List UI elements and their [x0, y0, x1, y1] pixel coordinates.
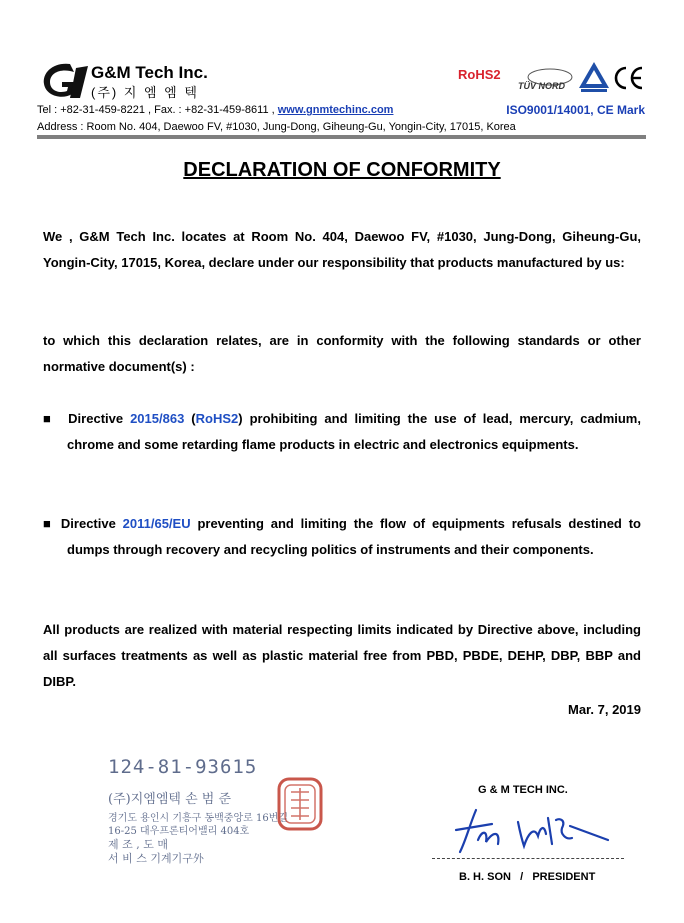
stamp-address-line2: 16-25 대우프론티어밸리 404호	[108, 826, 250, 837]
document-title-wrap	[0, 159, 684, 182]
directive-code: 2015/863	[130, 411, 185, 426]
bullet-marker: ■	[43, 411, 55, 426]
signatory-company: G & M TECH INC.	[478, 784, 568, 796]
contact-phone-fax: Tel : +82-31-459-8221 , Fax. : +82-31-459-8611 ,	[37, 104, 278, 116]
directive-code: 2011/65/EU	[122, 516, 191, 531]
document-title: DECLARATION OF CONFORMITY	[183, 159, 501, 181]
directive-prefix: Directive	[60, 516, 116, 531]
directive-tag: RoHS2	[195, 411, 239, 426]
iso-certification: ISO9001/14001, CE Mark	[506, 103, 645, 117]
tuv-nord-text: TÜV NORD	[518, 81, 565, 91]
contact-info	[37, 104, 393, 116]
stamp-business-item: 서 비 스 기계기구外	[108, 852, 204, 865]
directive-text: prohibiting and limiting the use of lead, mercury, cadmium, chrome and some retarding flame products in electric and electronics equipments.	[67, 411, 641, 452]
company-name: G&M Tech Inc.	[91, 63, 208, 82]
stamp-address-line1: 경기도 용인시 기흥구 동백중앙로 16번길	[108, 813, 288, 824]
directive-rohs-item: ■ Directive 2015/863 (RoHS2) prohibiting and limiting the use of lead, mercury, cadmium, chrome and some retarding flame products in electric and electronics equipments.	[43, 411, 641, 452]
bullet-marker: ■	[43, 516, 55, 531]
handwritten-signature-icon	[448, 800, 618, 856]
tuv-nord-logo-icon	[514, 67, 574, 93]
ce-mark-icon	[613, 65, 645, 91]
header-divider	[37, 135, 646, 139]
declaration-paragraph: We , G&M Tech Inc. locates at Room No. 404, Daewoo FV, #1030, Jung-Dong, Giheung-Gu, Yongin-City, 17015, Korea, declare under our responsibility that products manufactured by us:	[43, 229, 641, 270]
declaration-date: Mar. 7, 2019	[568, 702, 641, 717]
website-link[interactable]: www.gnmtechinc.com	[277, 104, 394, 116]
directive-eu-item	[43, 511, 641, 563]
certification-triangle-icon	[577, 60, 611, 94]
red-seal-icon	[276, 776, 324, 832]
signature-line	[432, 858, 624, 859]
company-logo-icon	[40, 60, 92, 100]
rohs-badge: RoHS2	[458, 67, 501, 82]
materials-paragraph: All products are realized with material respecting limits indicated by Directive above, including all surfaces treatments as well as plastic material free from PBD, PBDE, DEHP, DBP, BBP and DIBP.	[43, 622, 641, 689]
stamp-business-type: 제 조 , 도 매	[108, 838, 168, 851]
stamp-company-ceo: (주)지엠엠텍 손 범 준	[108, 792, 232, 807]
directive-prefix: Directive	[68, 411, 124, 426]
directive-text: preventing and limiting the flow of equipments refusals destined to dumps through recovery and recycling politics of instruments and their components.	[67, 516, 641, 557]
company-name-korean: (주) 지 엠 엠 텍	[91, 85, 199, 100]
business-registration-number: 124-81-93615	[108, 756, 258, 778]
signatory-name-title: B. H. SON / PRESIDENT	[459, 871, 596, 883]
conformity-paragraph: to which this declaration relates, are in conformity with the following standards or other normative document(s) :	[43, 333, 641, 374]
company-address: Address : Room No. 404, Daewoo FV, #1030, Jung-Dong, Giheung-Gu, Yongin-City, 17015, Korea	[37, 121, 516, 133]
